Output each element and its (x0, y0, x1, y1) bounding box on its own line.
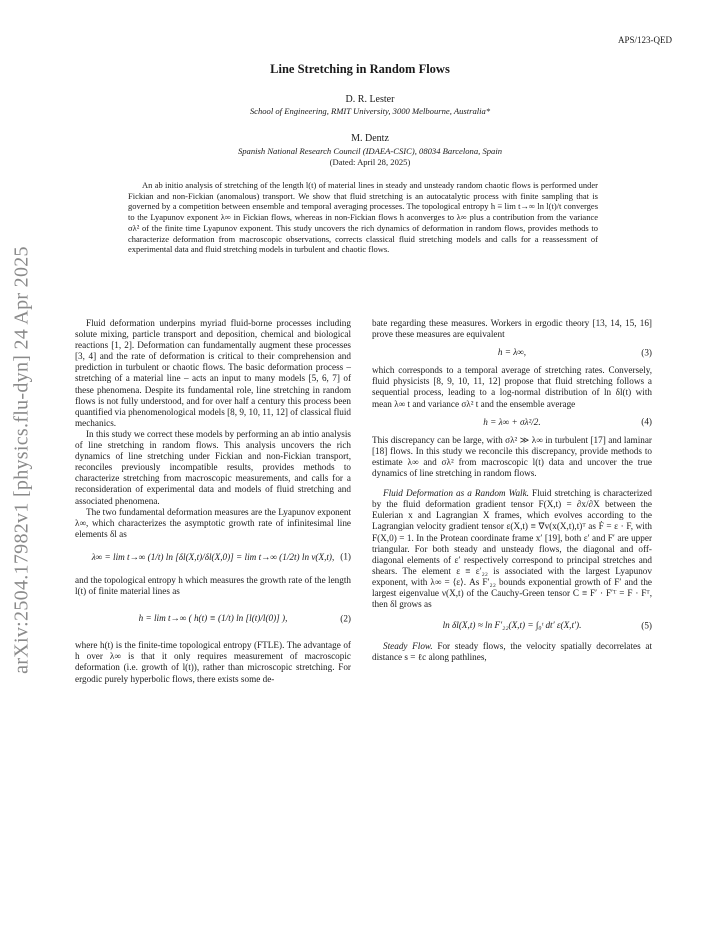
equation-body: h = lim t→∞ ( h(t) ≡ (1/t) ln [l(t)/l(0)] ), (138, 613, 288, 624)
paragraph: which corresponds to a temporal average of stretching rates. Conversely, fluid physicists [8, 9, 10, 11, 12] propose that fluid stretching follows a sequential process, leading to a log-normal distribution of ln δl(t) with mean λ∞ t and variance σλ² t and the ensemble average (372, 365, 652, 409)
paragraph: where h(t) is the finite-time topological entropy (FTLE). The advantage of h over λ∞ is that it only requires measurement of macroscopic deformation (i.e. growth of l(t)), rather than microscopic stretching. For ergodic purely hyperbolic flows, there exists some de- (75, 640, 351, 684)
equation-body: h = λ∞, (497, 347, 527, 358)
run-in-heading: Fluid Deformation as a Random Walk. (383, 488, 529, 499)
paragraph: In this study we correct these models by performing an ab intio analysis of line stretching in random flows. This analysis uncovers the rich dynamics of line stretching under Fickian and non-Fickian transport, reconciles previously incompatible results, provides methods to characterize stretching from macroscopic measurements, and calls for a reconsideration of experimental data and models of fluid stretching and associated phenomena. (75, 428, 351, 506)
equation-body: ln δl(X,t) ≈ ln F′₂₂(X,t) = ∫₀ᵗ dt′ ε(X,t′). (442, 620, 582, 631)
author-affiliation-2: Spanish National Research Council (IDAEA-CSIC), 08034 Barcelona, Spain (237, 146, 503, 156)
equation-number: (4) (641, 416, 652, 427)
paragraph: and the topological entropy h which measures the growth rate of the length l(t) of finite material lines as (75, 574, 351, 597)
report-number: APS/123-QED (617, 35, 672, 45)
paragraph-text: For steady flows, the velocity spatially decorrelates at distance s = ℓc along pathlines, (372, 641, 652, 663)
equation-2 (75, 613, 351, 624)
author-name-1: D. R. Lester (345, 94, 395, 105)
run-in-heading: Steady Flow. (383, 641, 433, 652)
date-line: (Dated: April 28, 2025) (329, 157, 411, 167)
equation-1 (75, 552, 351, 563)
paragraph (372, 641, 652, 663)
paragraph-text: Fluid stretching is characterized by the fluid deformation gradient tensor F(X,t) = ∂x/∂X between the Eulerian x and Lagrangian X frames, which evolves according to the Lagrangian velocity gradient tensor ε(X,t) ≡ ∇v(x(X,t),t)ᵀ as Ḟ = ε · F, with F(X,0) = 1. In the Protean coordinate frame x′ [19], both ε′ and F′ are upper triangular. For both steady and unsteady flows, the diagonal and off-diagonal elements of ε′ respectively correspond to principal stretches and shears. The element ε ≡ ε′₂₂ is associated with the largest Lyapunov exponent, with λ∞ = ⟨ε⟩. As F′₂₂ bounds exponential growth of F′ and the largest eigenvalue ν(X,t) of the Cauchy-Green tensor C ≡ F′ · F′ᵀ = F · Fᵀ, then δl grows as (372, 488, 652, 610)
author-name-2: M. Dentz (351, 133, 389, 144)
paragraph: bate regarding these measures. Workers in ergodic theory [13, 14, 15, 16] prove these measures are equivalent (372, 318, 652, 340)
equation-number: (1) (340, 551, 351, 562)
arxiv-stamp (2, 230, 42, 690)
paragraph (372, 488, 652, 610)
right-column (372, 318, 652, 663)
equation-5 (372, 620, 652, 631)
equation-4 (372, 417, 652, 428)
paragraph: Fluid deformation underpins myriad fluid-borne processes including solute mixing, particle transport and deposition, chemical and biological reactions [1, 2]. Deformation can fundamentally augment these processes [3, 4] and the rate of deformation is critical to their comprehension and prediction in turbulent or chaotic flows. The basic deformation process – stretching of a material line – acts an input to many models [5, 6, 7] of these phenomena. Despite its fundamental role, line stretching in random flows is not fully understood, and for over half a century this process been quantified via phenomenological models [8, 9, 10, 11, 12] of classical fluid mechanics. (75, 318, 351, 428)
equation-number: (5) (641, 620, 652, 631)
paragraph: This discrepancy can be large, with σλ² ≫ λ∞ in turbulent [17] and laminar [18] flows. In this study we reconcile this discrepancy, provide methods to estimate λ∞ and σλ² from macroscopic l(t) data and uncover the true dynamics of line stretching in random flows. (372, 434, 652, 479)
author-affiliation-1: School of Engineering, RMIT University, 3000 Melbourne, Australia* (249, 106, 491, 116)
equation-body: h = λ∞ + σλ²/2. (483, 416, 541, 427)
arxiv-stamp-text: arXiv:2504.17982v1 [physics.flu-dyn] 24 Apr 2025 (10, 246, 33, 674)
paragraph: The two fundamental deformation measures are the Lyapunov exponent λ∞, which characterizes the asymptotic growth rate of infinitesimal line elements δl as (75, 506, 351, 539)
equation-number: (2) (340, 613, 351, 624)
left-column (75, 318, 351, 685)
paper-title: Line Stretching in Random Flows (270, 62, 450, 76)
abstract: An ab initio analysis of stretching of the length l(t) of material lines in steady and unsteady random chaotic flows is performed under Fickian and non-Fickian (anomalous) transport. We show that fluid stretching is an autocatalytic process with finite sampling that is governed by a competition between ensemble and temporal averaging processes. The topological entropy h ≡ lim t→∞ ln l(t)/t converges to the Lyapunov exponent λ∞ in Fickian flows, whereas in non-Fickian flows h aconverges to λ∞ plus a contribution from the variance σλ² of the finite time Lyapunov exponent. This study uncovers the rich dynamics of deformation in random flows, provides methods to characterize deformation from macroscopic observations, corrects classical fluid stretching models and calls for a reassessment of experimental data and fluid stretching models in turbulent and chaotic flows. (128, 180, 598, 255)
equation-3 (372, 347, 652, 358)
equation-body: λ∞ = lim t→∞ (1/t) ln [δl(X,t)/δl(X,0)] = lim t→∞ (1/2t) ln ν(X,t), (91, 551, 335, 562)
equation-number: (3) (641, 347, 652, 358)
